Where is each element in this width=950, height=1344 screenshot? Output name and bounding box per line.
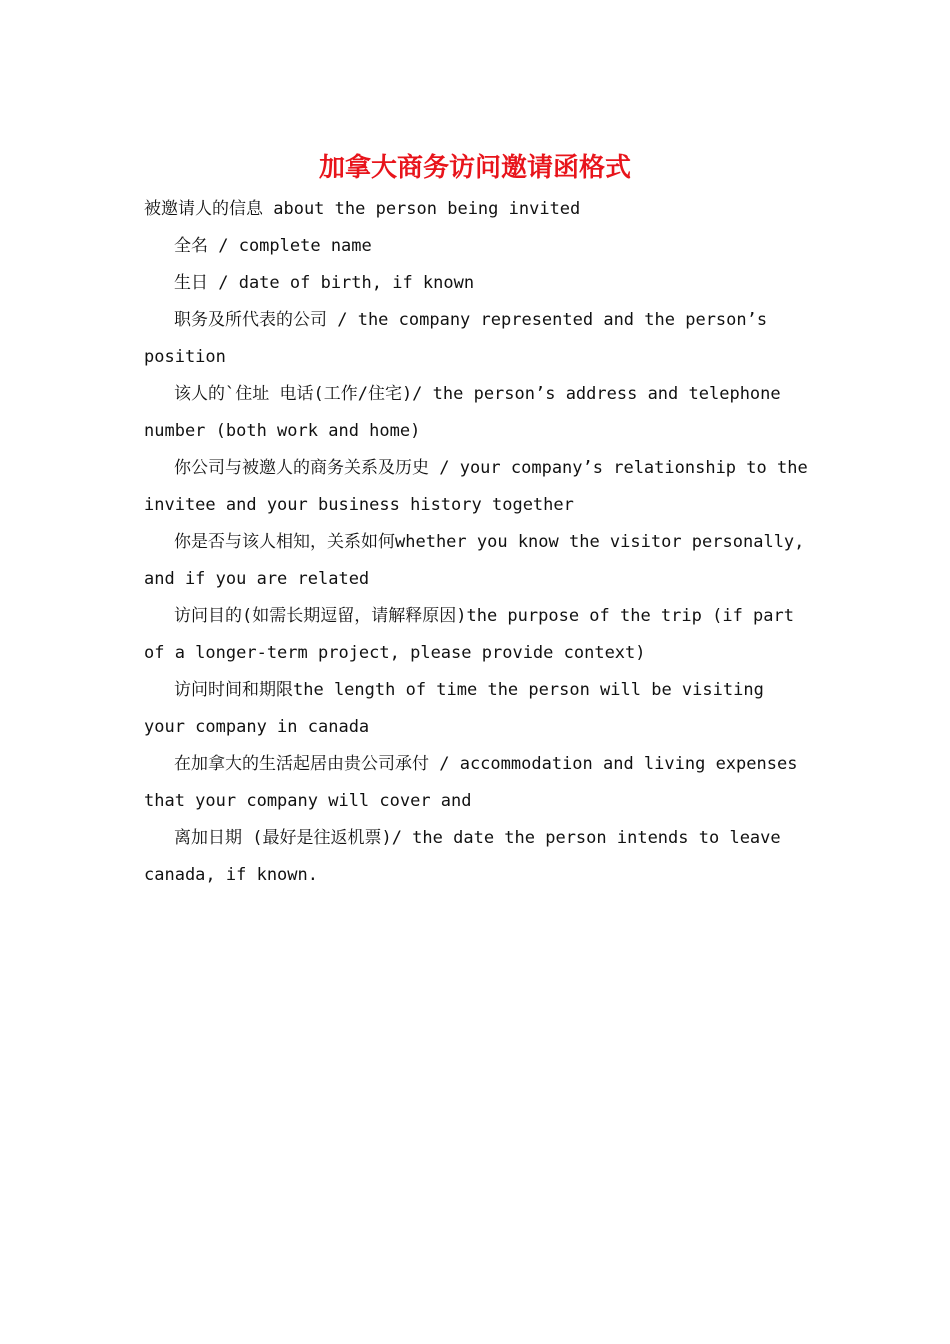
- paragraph-business-relationship: 你公司与被邀人的商务关系及历史 / your company’s relationship to the invitee and your business history together: [144, 458, 808, 515]
- paragraph-full-name: 全名 / complete name: [174, 236, 372, 256]
- paragraph-address-telephone: 该人的`住址 电话(工作/住宅)/ the person’s address and telephone number (both work and home): [144, 384, 781, 441]
- paragraph-departure-date: 离加日期 (最好是往返机票)/ the date the person intends to leave canada, if known.: [144, 828, 781, 885]
- paragraph-trip-purpose: 访问目的(如需长期逗留，请解释原因)the purpose of the trip (if part of a longer-term project, please provide context): [144, 606, 794, 663]
- paragraph-invitee-info: 被邀请人的信息 about the person being invited: [144, 199, 581, 219]
- paragraph-visit-length: 访问时间和期限the length of time the person will be visiting your company in canada: [144, 680, 764, 737]
- document-body: [144, 191, 812, 894]
- paragraph-personal-relation: 你是否与该人相知，关系如何whether you know the visitor personally, and if you are related: [144, 532, 805, 589]
- document-title: 加拿大商务访问邀请函格式: [318, 153, 631, 183]
- paragraph-accommodation: 在加拿大的生活起居由贵公司承付 / accommodation and living expenses that your company will cover and: [144, 754, 798, 811]
- paragraph-company-position: 职务及所代表的公司 / the company represented and the person’s position: [144, 310, 768, 367]
- paragraph-date-of-birth: 生日 / date of birth, if known: [174, 273, 475, 293]
